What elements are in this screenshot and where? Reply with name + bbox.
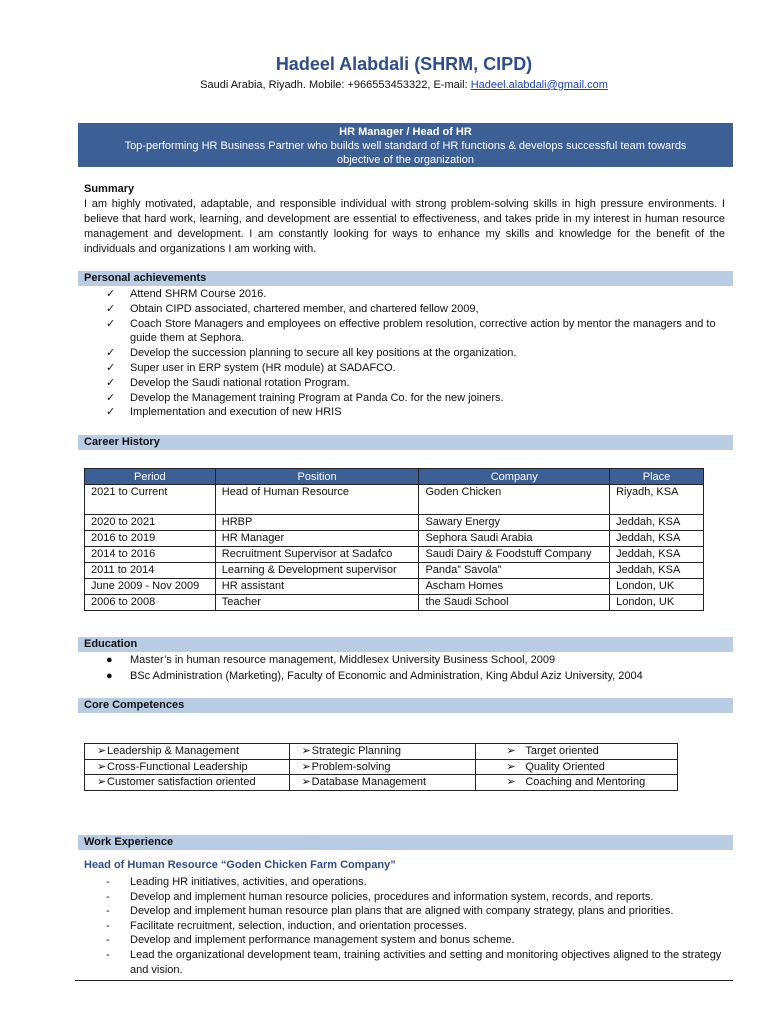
competences-table — [84, 743, 678, 791]
duties-list — [84, 875, 729, 977]
career-heading: Career History — [78, 435, 733, 450]
job-title: Head of Human Resource “Goden Chicken Farm Company” — [84, 859, 396, 871]
check-icon: ✓ — [106, 376, 116, 389]
contact-details: Saudi Arabia, Riyadh. Mobile: +966553453322, E-mail: — [200, 79, 471, 91]
dash-icon: - — [106, 890, 110, 903]
table-row: 2014 to 2016 Recruitment Supervisor at Sadafco Saudi Dairy & Foodstuff Company Jeddah, KSA — [85, 547, 704, 563]
list-item: ✓ Develop the Management training Program at Panda Co. for the new joiners. — [106, 391, 504, 404]
achievements-heading: Personal achievements — [78, 271, 733, 286]
arrow-icon: ➢ — [301, 745, 311, 758]
check-icon: ✓ — [106, 302, 116, 315]
arrow-icon: ➢ — [301, 760, 311, 773]
banner-tagline-2: objective of the organization — [337, 154, 474, 166]
email-link[interactable]: Hadeel.alabdali@gmail.com — [470, 79, 608, 91]
summary-heading: Summary — [84, 183, 135, 195]
bullet-icon: ● — [106, 669, 113, 682]
table-row: 2006 to 2008 Teacher the Saudi School London, UK — [85, 595, 704, 611]
banner-tagline-1: Top-performing HR Business Partner who builds well standard of HR functions & develops successful team towards — [124, 140, 687, 152]
list-item: - Leading HR initiatives, activities, and operations. — [106, 876, 367, 888]
table-row: June 2009 - Nov 2009 HR assistant Ascham Homes London, UK — [85, 579, 704, 595]
header-period: Period — [85, 469, 216, 485]
table-header-row — [85, 469, 704, 485]
list-item: - Develop and implement performance management system and bonus scheme. — [106, 934, 515, 947]
check-icon: ✓ — [106, 361, 116, 374]
table-row: 2020 to 2021 HRBP Sawary Energy Jeddah, KSA — [85, 515, 704, 531]
list-item: ● Master’s in human resource management, Middlesex University Business School, 2009 — [84, 653, 729, 669]
list-item: ✓ Develop the Saudi national rotation Program. — [106, 376, 350, 389]
arrow-icon: ➢ — [97, 760, 107, 773]
bullet-icon: ● — [106, 654, 113, 666]
check-icon: ✓ — [106, 288, 116, 300]
competences-heading: Core Competences — [78, 698, 733, 713]
list-item: ✓ Implementation and execution of new HRIS — [106, 406, 342, 419]
arrow-icon: ➢ — [301, 776, 311, 789]
achievements-list — [84, 287, 729, 420]
list-item: ✓ Obtain CIPD associated, chartered member, and chartered fellow 2009, — [106, 302, 479, 315]
list-item: - Develop and implement human resource plan plans that are aligned with company strategy, plans and priorities. — [106, 905, 674, 918]
header-position: Position — [215, 469, 419, 485]
arrow-icon: ➢ — [97, 745, 107, 758]
contact-line — [0, 79, 768, 91]
summary-text: I am highly motivated, adaptable, and responsible individual with strong problem-solving skills in high pressure environments. I believe that hard work, learning, and development are essential to effectiveness, and takes pride in my interest in human resource management and development. I am constantly looking for ways to enhance my skills and knowledge for the benefit of the individuals and organizations I am working with. — [84, 198, 725, 255]
table-row: ➢Leadership & Management ➢Strategic Planning ➢ Target oriented — [85, 744, 678, 760]
check-icon: ✓ — [106, 391, 116, 404]
check-icon: ✓ — [106, 406, 116, 419]
list-item: - Facilitate recruitment, selection, induction, and orientation processes. — [106, 919, 467, 932]
header-place: Place — [610, 469, 704, 485]
work-heading: Work Experience — [78, 835, 733, 850]
career-table — [84, 468, 704, 611]
list-item: - Lead the organizational development team, training activities and setting and monitoring objectives aligned to the strategy and vision. — [106, 948, 722, 976]
table-row: 2016 to 2019 HR Manager Sephora Saudi Arabia Jeddah, KSA — [85, 531, 704, 547]
dash-icon: - — [106, 934, 110, 947]
candidate-name: Hadeel Alabdali (SHRM, CIPD) — [275, 54, 533, 74]
dash-icon: - — [106, 876, 110, 888]
arrow-icon: ➢ — [97, 776, 107, 789]
check-icon: ✓ — [106, 347, 116, 360]
banner-role: HR Manager / Head of HR — [339, 126, 472, 138]
list-item: ✓ Coach Store Managers and employees on effective problem resolution, corrective action by mentor the managers and to guide them at Sephora. — [106, 317, 716, 345]
table-row: 2011 to 2014 Learning & Development supervisor Panda” Savola” Jeddah, KSA — [85, 563, 704, 579]
headline-banner — [78, 123, 733, 167]
arrow-icon: ➢ — [506, 760, 516, 773]
arrow-icon: ➢ — [506, 745, 516, 758]
dash-icon: - — [106, 948, 110, 961]
list-item: - Develop and implement human resource policies, procedures and information system, records, and reports. — [106, 890, 654, 903]
page-divider — [75, 980, 733, 981]
list-item: ✓ Develop the succession planning to secure all key positions at the organization. — [106, 347, 517, 360]
education-list — [84, 653, 729, 684]
header-company: Company — [419, 469, 610, 485]
table-row: ➢Customer satisfaction oriented ➢Database Management ➢ Coaching and Mentoring — [85, 775, 678, 791]
arrow-icon: ➢ — [506, 776, 516, 789]
list-item: ✓ Super user in ERP system (HR module) at SADAFCO. — [106, 361, 396, 374]
dash-icon: - — [106, 919, 110, 932]
list-item: ✓ Attend SHRM Course 2016. — [106, 288, 267, 300]
table-row: ➢Cross-Functional Leadership ➢Problem-solving ➢ Quality Oriented — [85, 759, 678, 775]
list-item: ● BSc Administration (Marketing), Faculty of Economic and Administration, King Abdul Aziz University, 2004 — [84, 669, 729, 685]
check-icon: ✓ — [106, 317, 116, 330]
dash-icon: - — [106, 905, 110, 918]
education-heading: Education — [78, 637, 733, 652]
table-row: 2021 to Current Head of Human Resource Goden Chicken Riyadh, KSA — [85, 485, 704, 515]
